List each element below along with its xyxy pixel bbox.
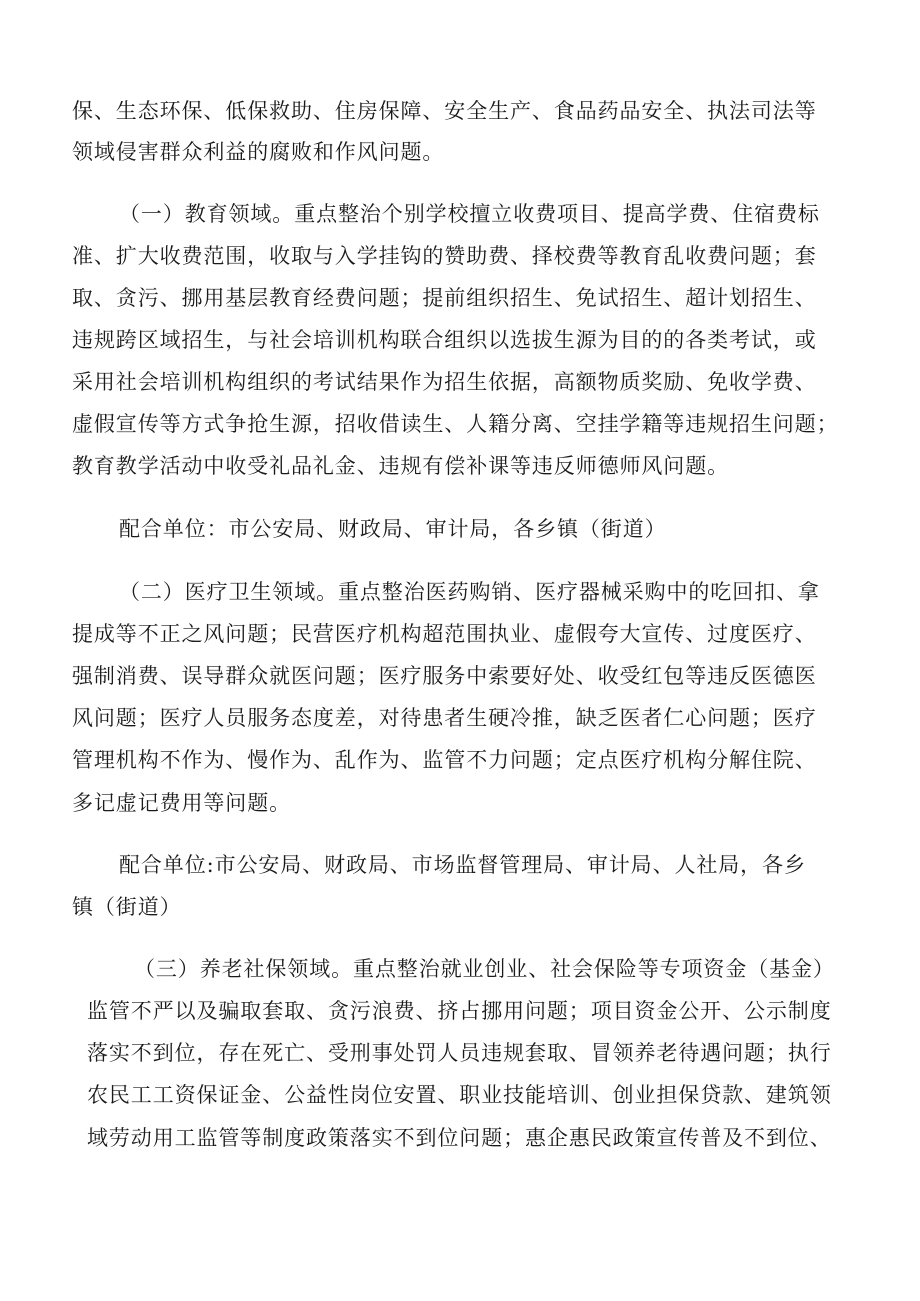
- paragraph-line: 保、生态环保、低保救助、住房保障、安全生产、食品药品安全、执法司法等: [72, 99, 817, 123]
- paragraph-line: 强制消费、误导群众就医问题；医疗服务中索要好处、收受红包等违反医德医: [72, 664, 817, 688]
- paragraph-line: 管理机构不作为、慢作为、乱作为、监管不力问题；定点医疗机构分解住院、: [72, 748, 817, 772]
- paragraph-line: 农民工工资保证金、公益性岗位安置、职业技能培训、创业担保贷款、建筑领: [87, 1083, 832, 1107]
- paragraph-line: 取、贪污、挪用基层教育经费问题；提前组织招生、免试招生、超计划招生、: [72, 286, 817, 310]
- paragraph-line: 域劳动用工监管等制度政策落实不到位问题；惠企惠民政策宣传普及不到位、: [87, 1126, 832, 1150]
- paragraph-line: 提成等不正之风问题；民营医疗机构超范围执业、虚假夸大宣传、过度医疗、: [72, 622, 817, 646]
- paragraph-line: （一）教育领域。重点整治个别学校擅立收费项目、提高学费、住宿费标: [119, 202, 820, 226]
- paragraph-line: 准、扩大收费范围，收取与入学挂钩的赞助费、择校费等教育乱收费问题；套: [72, 244, 817, 268]
- cooperating-units: 配合单位:市公安局、财政局、市场监督管理局、审计局、人社局，各乡: [119, 853, 806, 877]
- paragraph-line: 虚假宣传等方式争抢生源，招收借读生、人籍分离、空挂学籍等违规招生问题；: [72, 412, 839, 436]
- cooperating-units: 镇（街道）: [72, 895, 182, 919]
- cooperating-units: 配合单位：市公安局、财政局、审计局，各乡镇（街道）: [119, 517, 667, 541]
- paragraph-line: （三）养老社保领域。重点整治就业创业、社会保险等专项资金（基金）: [134, 957, 835, 981]
- paragraph-line: 教育教学活动中收受礼品礼金、违规有偿补课等违反师德师风问题。: [72, 454, 729, 478]
- paragraph-line: 监管不严以及骗取套取、贪污浪费、挤占挪用问题；项目资金公开、公示制度: [87, 999, 832, 1023]
- paragraph-line: 多记虚记费用等问题。: [72, 791, 291, 815]
- paragraph-line: 采用社会培训机构组织的考试结果作为招生依据，高额物质奖励、免收学费、: [72, 370, 817, 394]
- paragraph-line: 风问题；医疗人员服务态度差，对待患者生硬冷推，缺乏医者仁心问题；医疗: [72, 706, 817, 730]
- paragraph-line: 落实不到位，存在死亡、受刑事处罚人员违规套取、冒领养老待遇问题；执行: [87, 1041, 832, 1065]
- paragraph-line: （二）医疗卫生领域。重点整治医药购销、医疗器械采购中的吃回扣、拿: [119, 580, 820, 604]
- paragraph-line: 违规跨区域招生，与社会培训机构联合组织以选拔生源为目的的各类考试，或: [72, 328, 817, 352]
- paragraph-line: 领域侵害群众利益的腐败和作风问题。: [72, 140, 445, 164]
